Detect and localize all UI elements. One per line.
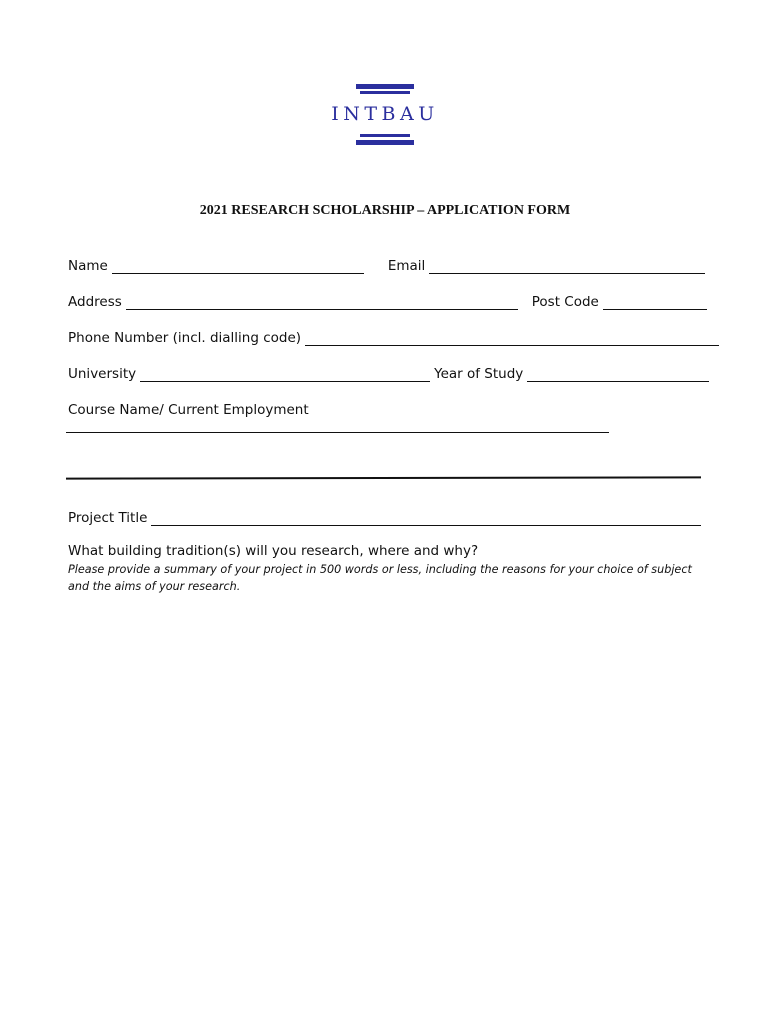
logo-bar-bottom [356, 140, 414, 145]
course-row [68, 398, 313, 418]
form-title: 2021 RESEARCH SCHOLARSHIP – APPLICATION FORM [199, 203, 571, 218]
phone-field[interactable] [305, 330, 719, 346]
university-field[interactable] [140, 366, 430, 382]
postcode-field[interactable] [603, 294, 707, 310]
phone-row [68, 326, 719, 346]
project-title-field[interactable] [151, 510, 701, 526]
project-title-label: Project Title [68, 510, 148, 526]
year-label: Year of Study [434, 366, 524, 382]
address-row [68, 290, 707, 310]
university-label: University [68, 366, 137, 382]
email-field[interactable] [429, 258, 705, 274]
year-field[interactable] [527, 366, 709, 382]
logo-bar-top [356, 84, 414, 89]
address-field[interactable] [126, 294, 518, 310]
email-label: Email [387, 258, 426, 274]
logo-bar-top-inner [360, 91, 410, 94]
project-title-row [68, 506, 701, 526]
university-row [68, 362, 709, 382]
logo-bar-bottom-inner [360, 134, 410, 137]
intbau-logo [320, 80, 450, 150]
phone-label: Phone Number (incl. dialling code) [68, 330, 302, 346]
address-label: Address [68, 294, 122, 310]
postcode-label: Post Code [531, 294, 599, 310]
research-question: What building tradition(s) will you research, where and why? [68, 543, 479, 559]
course-label: Course Name/ Current Employment [68, 402, 309, 418]
course-field-line[interactable] [66, 432, 609, 433]
research-instructions: Please provide a summary of your project in 500 words or less, including the reasons for your choice of subject and the aims of your research. [68, 563, 692, 593]
logo-text: INTBAU [331, 103, 439, 125]
section-separator [66, 476, 701, 479]
name-email-row [68, 254, 705, 274]
name-label: Name [68, 258, 108, 274]
name-field[interactable] [112, 258, 364, 274]
